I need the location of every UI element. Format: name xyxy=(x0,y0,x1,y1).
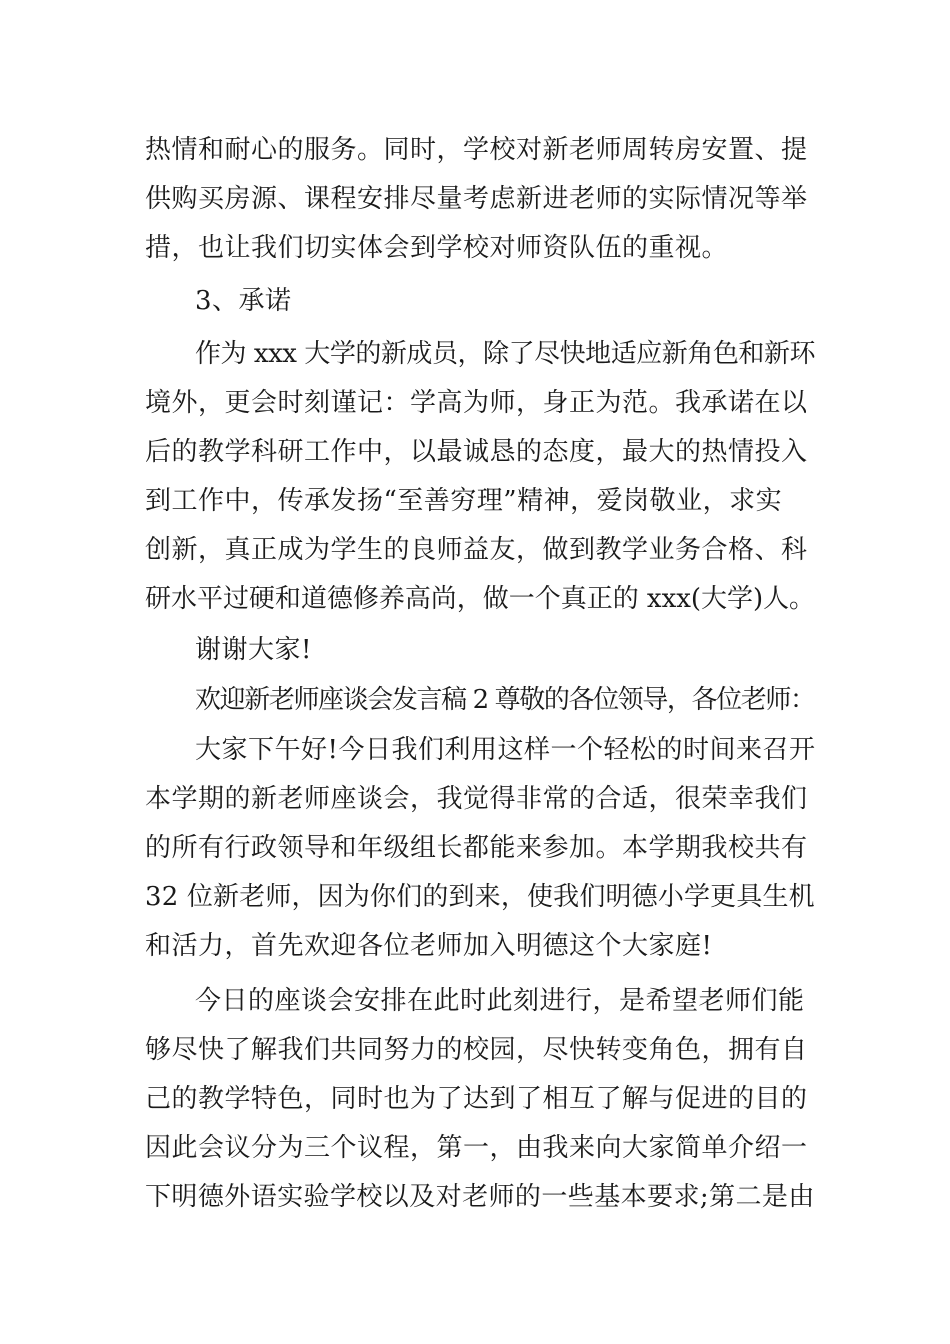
text-line: 创新，真正成为学生的良师益友，做到教学业务合格、科 xyxy=(145,535,808,565)
text-line: 的所有行政领导和年级组长都能来参加。本学期我校共有 xyxy=(145,833,808,863)
text-line: 32 位新老师，因为你们的到来，使我们明德小学更具生机 xyxy=(145,882,815,912)
text-line: 本学期的新老师座谈会，我觉得非常的合适，很荣幸我们 xyxy=(145,784,808,814)
text-line: 大家下午好!今日我们利用这样一个轻松的时间来召开 xyxy=(195,735,816,765)
text-line: 谢谢大家! xyxy=(195,635,312,665)
text-line: 够尽快了解我们共同努力的校园，尽快转变角色，拥有自 xyxy=(145,1035,808,1065)
text-line: 今日的座谈会安排在此时此刻进行，是希望老师们能 xyxy=(195,986,805,1016)
text-line: 供购买房源、课程安排尽量考虑新进老师的实际情况等举 xyxy=(145,184,808,214)
text-line: 欢迎新老师座谈会发言稿 2 尊敬的各位领导，各位老师： xyxy=(195,685,815,715)
text-line: 己的教学特色，同时也为了达到了相互了解与促进的目的 xyxy=(145,1084,808,1114)
text-line: 因此会议分为三个议程，第一，由我来向大家简单介绍一 xyxy=(145,1133,808,1163)
text-line: 研水平过硬和道德修养高尚，做一个真正的 xxx(大学)人。 xyxy=(145,584,816,614)
text-line: 下明德外语实验学校以及对老师的一些基本要求;第二是由 xyxy=(145,1182,815,1212)
text-line: 后的教学科研工作中，以最诚恳的态度，最大的热情投入 xyxy=(145,437,808,467)
text-line: 作为 xxx 大学的新成员，除了尽快地适应新角色和新环 xyxy=(195,339,816,369)
text-line: 和活力，首先欢迎各位老师加入明德这个大家庭! xyxy=(145,931,713,961)
text-line: 热情和耐心的服务。同时，学校对新老师周转房安置、提 xyxy=(145,135,808,165)
section-heading: 3、承诺 xyxy=(195,286,292,316)
text-line: 到工作中，传承发扬“至善穷理”精神，爱岗敬业，求实 xyxy=(145,486,783,516)
text-line: 境外，更会时刻谨记：学高为师，身正为范。我承诺在以 xyxy=(145,388,808,418)
text-line: 措，也让我们切实体会到学校对师资队伍的重视。 xyxy=(145,233,729,263)
